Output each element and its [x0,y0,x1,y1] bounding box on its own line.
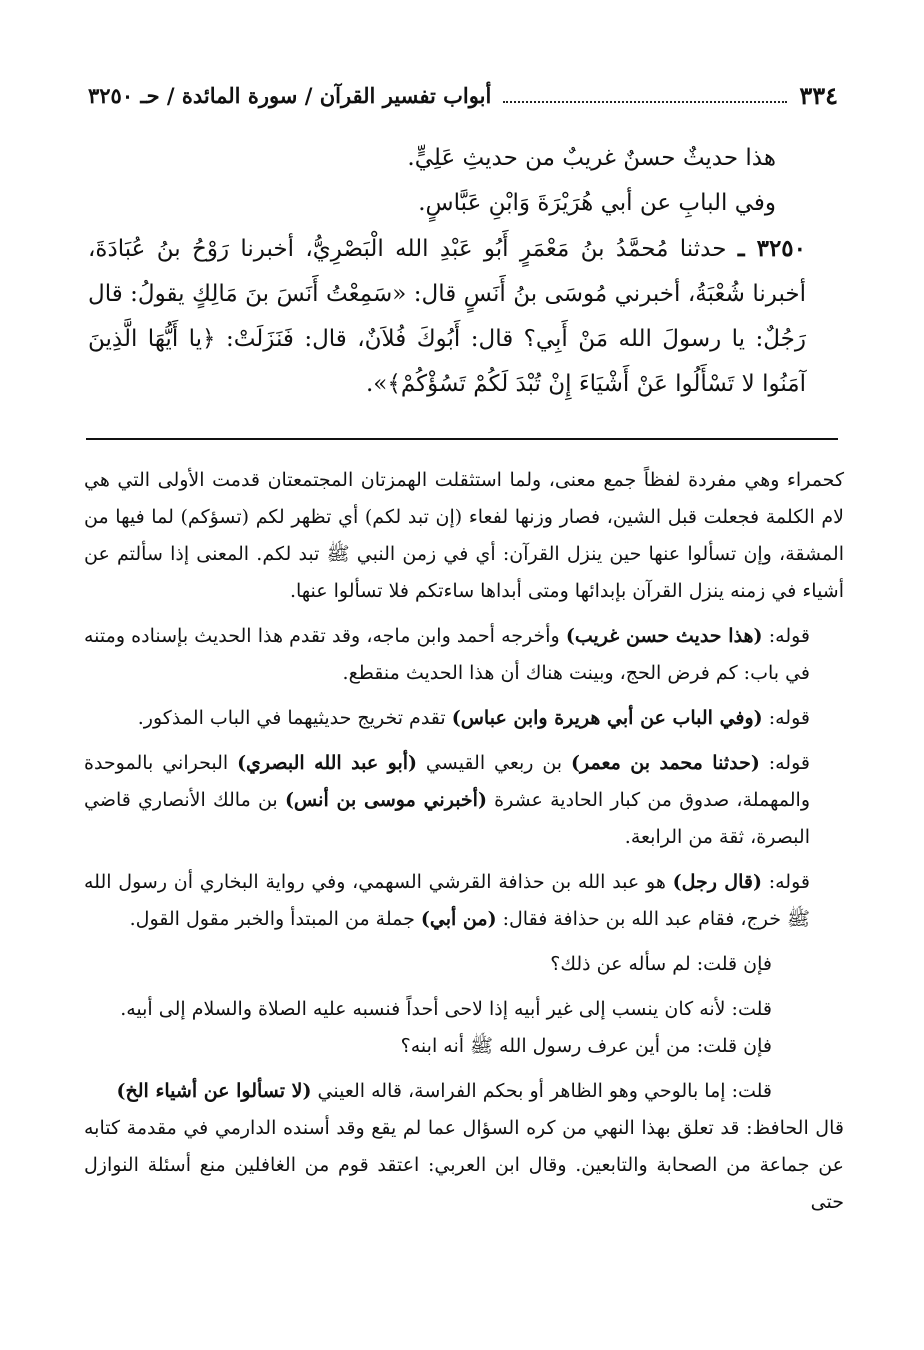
answer-2 [84,1073,844,1110]
commentary-para-2 [84,618,844,692]
main-text [88,136,842,407]
para-2-lead: قوله: [762,625,811,647]
para-4-mid-1: بن ربعي القيسي [417,752,571,774]
commentary-para-5 [84,864,844,938]
para-3-bold: (وفي الباب عن أبي هريرة وابن عباس) [451,707,763,729]
para-3-rest: تقدم تخريج حديثيهما في الباب المذكور. [137,707,452,729]
hadith-text: حدثنا مُحمَّدُ بنُ مَعْمَرٍ أَبُو عَبْدِ الله الْبَصْرِيُّ، أخبرنا رَوْحُ بنُ عُبَادَةَ، أخبرنا شُعْبَةُ، أخبرني مُوسَى بنُ أَنَسٍ قال: «سَمِعْتُ أَنَسَ بنَ مَالِكٍ يقولُ: قال رَجُلٌ: يا رسولَ الله مَنْ أَبِي؟ قال: أَبُوكَ فُلاَنٌ، قال: فَنَزَلَتْ: ﴿يا أَيُّهَا الَّذِينَ آمَنُوا لا تَسْأَلُوا عَنْ أَشْيَاءَ إِنْ تُبْدَ لَكُمْ تَسُؤْكُمْ﴾». [88,236,806,397]
question-1: فإن قلت: لم سأله عن ذلك؟ [550,953,772,975]
page-number: ٣٣٤ [799,80,838,110]
answer-1: قلت: لأنه كان ينسب إلى غير أبيه إذا لاحى أحداً فنسبه عليه الصلاة والسلام إلى أبيه. [120,998,772,1020]
para-5-bold-2: (من أبي) [420,908,497,930]
commentary [84,462,844,1221]
para-4-bold-1: (حدثنا محمد بن معمر) [570,752,760,774]
chapter-reference-line: وفي البابِ عن أبي هُرَيْرَةَ وَابْنِ عَبَّاسٍ. [418,190,776,216]
grading-line: هذا حديثٌ حسنٌ غريبٌ من حديثِ عَلِيٍّ. [407,145,776,171]
para-4-rest: بن مالك الأنصاري قاضي البصرة، ثقة من الرابعة. [84,789,810,848]
commentary-para-hafiz: قال الحافظ: قد تعلق بهذا النهي من كره السؤال عما لم يقع وقد أسنده الدارمي في مقدمة كتابه عن جماعة من الصحابة والتابعين. وقال ابن العربي: اعتقد قوم من الغافلين منع أسئلة النوازل حتى [84,1117,844,1213]
para-2-rest: وأخرجه أحمد وابن ماجه، وقد تقدم هذا الحديث بإسناده ومتنه في باب: كم فرض الحج، وبينت هناك أن هذا الحديث منقطع. [84,625,810,684]
commentary-para-1: كحمراء وهي مفردة لفظاً جمع معنى، ولما استثقلت الهمزتان المجتمعتان قدمت الأولى التي هي لام الكلمة فجعلت قبل الشين، فصار وزنها لفعاء (إن تبد لكم) أي تظهر لكم (تسؤكم) لما فيها من المشقة، وإن تسألوا عنها حين ينزل القرآن: أي في زمن النبي ﷺ تبد لكم. المعنى إذا سألتم عن أشياء في زمنه ينزل القرآن بإبدائها ومتى أبداها ساءتكم فلا تسألوا عنها. [84,469,844,602]
question-2: فإن قلت: من أين عرف رسول الله ﷺ أنه ابنه؟ [400,1035,772,1057]
page-header [88,78,838,112]
para-5-mid: هو عبد الله بن حذافة القرشي السهمي، وفي رواية البخاري أن رسول الله ﷺ خرج، فقام عبد الله بن حذافة فقال: [84,871,810,930]
para-2-bold: (هذا حديث حسن غريب) [565,625,763,647]
commentary-para-3 [84,700,844,737]
footnote-divider [86,438,838,440]
para-4-mid-2: البحراني بالموحدة والمهملة، صدوق من كبار الحادية عشرة [84,752,811,811]
para-5-lead: قوله: [761,871,810,893]
running-title: أبواب تفسير القرآن / سورة المائدة / حـ ٣٢٥٠ [88,82,492,108]
para-4-bold-3: (أخبرني موسى بن أنس) [284,789,487,811]
para-5-rest: جملة من المبتدأ والخبر مقول القول. [129,908,421,930]
para-4-lead: قوله: [759,752,810,774]
hadith-number: ٣٢٥٠ ـ [737,235,807,262]
para-3-lead: قوله: [762,707,810,729]
answer-2-text: قلت: إما بالوحي وهو الظاهر أو بحكم الفراسة، قاله العيني [311,1080,772,1102]
hadith-paragraph [88,226,842,407]
para-4-bold-2: (أبو عبد الله البصري) [237,752,418,774]
para-5-bold-1: (قال رجل) [672,871,762,893]
answer-2-bold: (لا تسألوا عن أشياء الخ) [116,1080,312,1102]
commentary-para-4 [84,745,844,856]
header-dotted-leader [503,87,787,103]
